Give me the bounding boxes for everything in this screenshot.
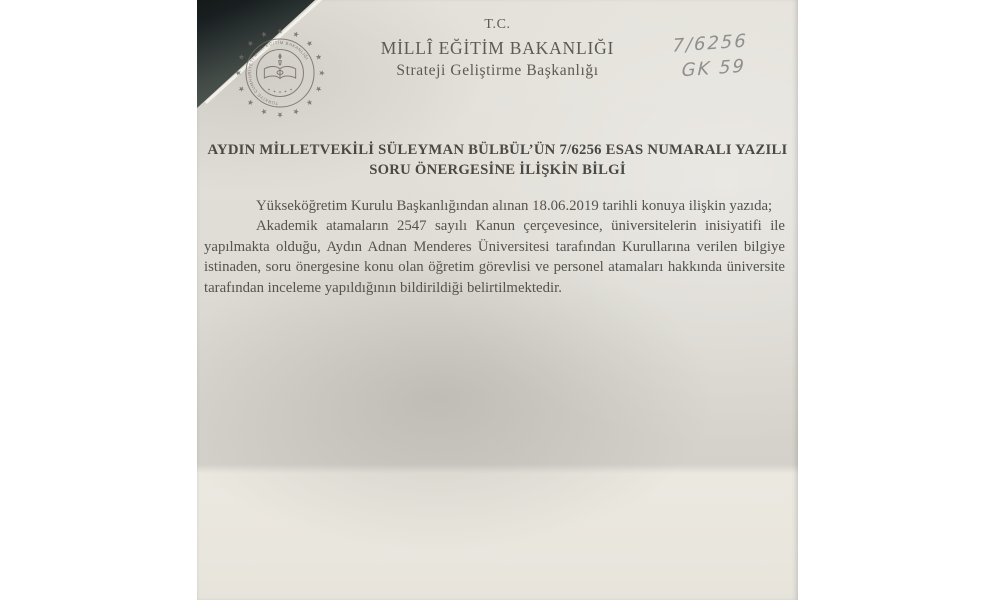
letterhead-department: Strateji Geliştirme Başkanlığı xyxy=(396,62,599,79)
document-body xyxy=(204,196,785,298)
letterhead-ministry: MİLLÎ EĞİTİM BAKANLIĞI xyxy=(380,38,615,58)
seal-ring-text: TÜRKİYE CUMHURİYETİ MİLLÎ EĞİTİM BAKANLIĞI xyxy=(247,39,310,106)
handwritten-gk-number: GK 59 xyxy=(681,55,747,82)
document-title-line2: SORU ÖNERGESİNE İLİŞKİN BİLGİ xyxy=(369,161,626,178)
handwritten-esas-number: 7/6256 xyxy=(672,30,749,57)
document-title xyxy=(207,141,788,180)
handwritten-note xyxy=(671,26,782,84)
paragraph-2: Akademik atamaların 2547 sayılı Kanun çerçevesince, üniversitelerin inisiyatifi ile yapılmakta olduğu, Aydın Adnan Menderes Üniversitesi tarafından Kurullarına verilen bilgiye istinaden, soru önergesine konu olan öğretim görevlisi ve personel atamaları hakkında üniversite tarafından inceleme yapıldığının bildirildiği belirtilmektedir. xyxy=(204,218,785,296)
document-title-line1: AYDIN MİLLETVEKİLİ SÜLEYMAN BÜLBÜL’ÜN 7/6256 ESAS NUMARALI YAZILI xyxy=(207,142,788,158)
document-photo xyxy=(197,0,798,600)
paragraph-1: Yükseköğretim Kurulu Başkanlığından alınan 18.06.2019 tarihli konuya ilişkin yazıda; xyxy=(256,198,773,214)
letterhead-tc: T.C. xyxy=(484,17,511,32)
